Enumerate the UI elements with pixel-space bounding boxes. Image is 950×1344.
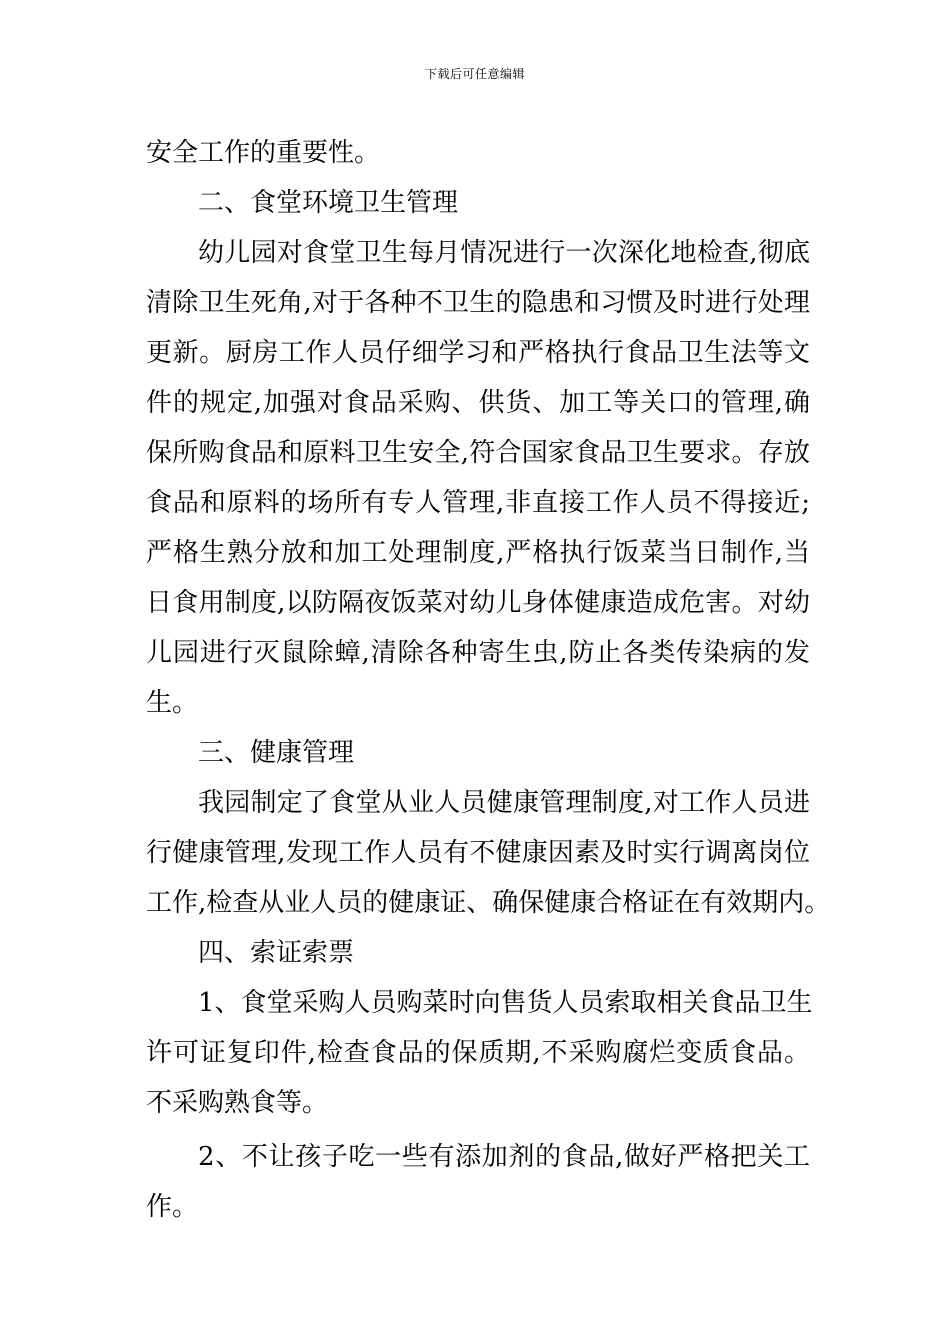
section-heading: 四、索证索票: [198, 938, 355, 968]
paragraph-line: 日食用制度,以防隔夜饭菜对幼儿身体健康造成危害。对幼: [146, 588, 810, 618]
paragraph-line: 行健康管理,发现工作人员有不健康因素及时实行调离岗位: [146, 838, 810, 868]
paragraph-line: 食品和原料的场所有专人管理,非直接工作人员不得接近;: [146, 488, 810, 518]
page-header: 下载后可任意编辑: [424, 67, 525, 81]
paragraph-line: 保所购食品和原料卫生安全,符合国家食品卫生要求。存放: [146, 438, 810, 468]
section-heading: 二、食堂环境卫生管理: [198, 188, 459, 218]
paragraph-line: 1、食堂采购人员购菜时向售货人员索取相关食品卫生: [198, 988, 813, 1018]
paragraph-line: 清除卫生死角,对于各种不卫生的隐患和习惯及时进行处理: [146, 288, 810, 318]
paragraph-line: 不采购熟食等。: [146, 1088, 329, 1118]
paragraph-line: 儿园进行灭鼠除蟑,清除各种寄生虫,防止各类传染病的发: [146, 638, 810, 668]
paragraph-line: 2、不让孩子吃一些有添加剂的食品,做好严格把关工: [198, 1142, 810, 1172]
paragraph-line: 许可证复印件,检查食品的保质期,不采购腐烂变质食品。: [146, 1038, 810, 1068]
paragraph-line: 幼儿园对食堂卫生每月情况进行一次深化地检查,彻底: [198, 238, 810, 268]
paragraph-line: 更新。厨房工作人员仔细学习和严格执行食品卫生法等文: [146, 338, 810, 368]
paragraph-line: 生。: [146, 688, 199, 718]
paragraph-line: 作。: [146, 1192, 199, 1222]
section-heading: 三、健康管理: [198, 738, 355, 768]
paragraph-line: 严格生熟分放和加工处理制度,严格执行饭菜当日制作,当: [146, 538, 810, 568]
paragraph-line: 我园制定了食堂从业人员健康管理制度,对工作人员进: [198, 788, 810, 818]
document-body: [146, 128, 831, 1232]
paragraph-line: 安全工作的重要性。: [146, 138, 381, 168]
paragraph-line: 工作,检查从业人员的健康证、确保健康合格证在有效期内。: [146, 888, 831, 918]
paragraph-line: 件的规定,加强对食品采购、供货、加工等关口的管理,确: [146, 388, 810, 418]
